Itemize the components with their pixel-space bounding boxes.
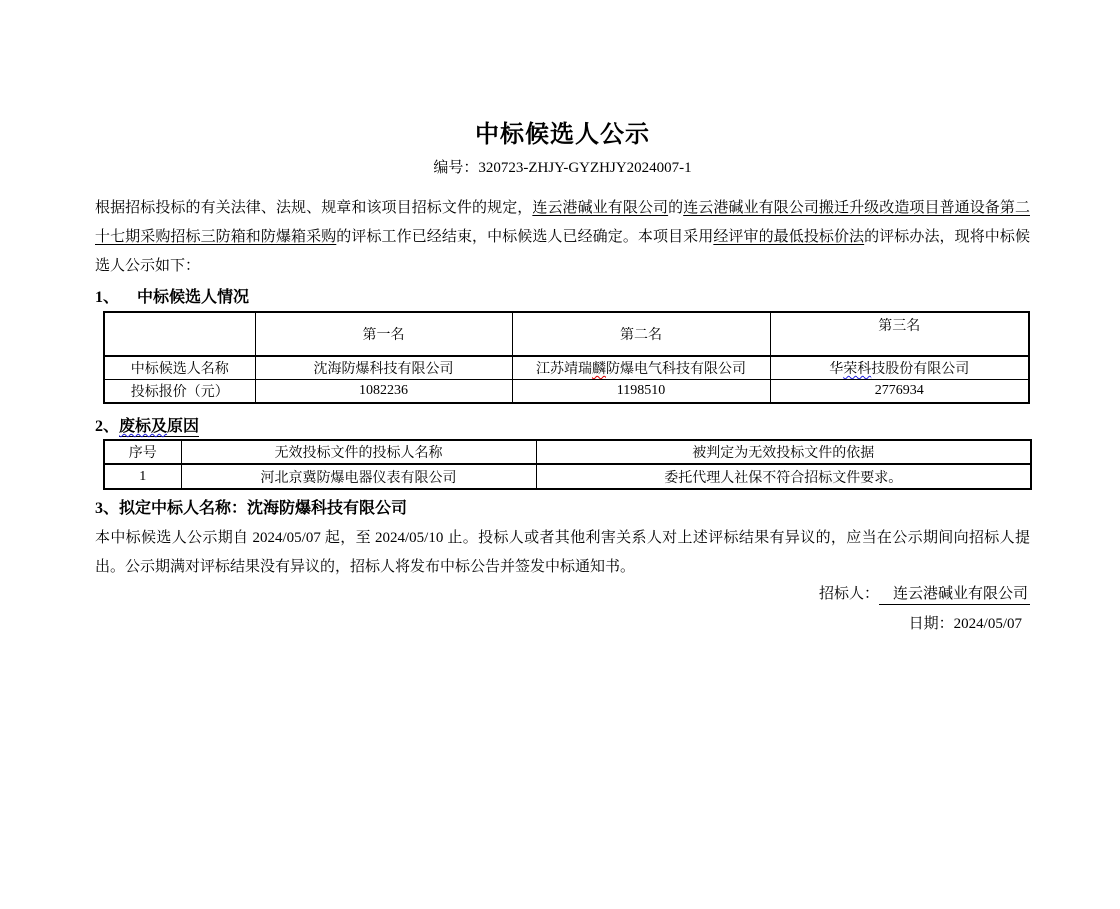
- rejection-basis-cell: 委托代理人社保不符合招标文件要求。: [536, 464, 1031, 489]
- section1-title: 中标候选人情况: [137, 289, 250, 306]
- candidate3-text: 技股份有限公司: [871, 362, 970, 377]
- intro-text: 的评标办法，现将中标候选人公示如下：: [95, 229, 1030, 274]
- doc-number-value: 320723-ZHJY-GYZHJY2024007-1: [478, 160, 692, 176]
- date-label: 日期：: [908, 616, 954, 632]
- candidate2-text: 防爆电气科技有限公司: [606, 362, 746, 377]
- doc-number-label: 编号：: [433, 160, 479, 176]
- seq-header-cell: 序号: [104, 440, 181, 464]
- date-line: [95, 614, 1030, 634]
- signature-block: [95, 584, 1030, 634]
- candidate2-spellcheck-red: 麟: [592, 362, 606, 377]
- intro-text: 的评标工作已经结束，中标候选人已经确定。本项目采用: [336, 229, 714, 245]
- rejection-basis-header-cell: 被判定为无效投标文件的依据: [536, 440, 1031, 464]
- tenderer-label: 招标人：: [818, 586, 879, 602]
- candidate-names-row: [104, 356, 1029, 380]
- candidate3-spellcheck-blue: 荣科: [843, 362, 872, 377]
- intro-paragraph: [95, 194, 1030, 281]
- section3-heading: [95, 500, 1030, 518]
- section1-number: 1、: [95, 289, 120, 306]
- rank2-header-cell: 第二名: [512, 312, 770, 356]
- section3-number: 3、: [95, 500, 120, 517]
- section1-heading: [95, 289, 1030, 307]
- doc-number-line: [95, 158, 1030, 178]
- page-title: 中标候选人公示: [475, 122, 650, 148]
- tenderer-name: 连云港碱业有限公司: [879, 586, 1030, 605]
- price1-cell: 1082236: [255, 380, 512, 404]
- rejected-table-header-row: [104, 440, 1031, 464]
- evaluation-method-underlined: 经评审的最低投标价法: [713, 229, 865, 245]
- price2-cell: 1198510: [512, 380, 770, 404]
- price3-cell: 2776934: [770, 380, 1029, 404]
- rejected-bid-row: [104, 464, 1031, 489]
- date-value: 2024/05/07: [953, 616, 1022, 632]
- bid-prices-row: [104, 380, 1029, 404]
- rank1-header-cell: 第一名: [255, 312, 512, 356]
- section2-number: 2、: [95, 418, 120, 435]
- section2-title-rest: 原因: [167, 418, 200, 435]
- closing-paragraph: 本中标候选人公示期自 2024/05/07 起，至 2024/05/10 止。投标人或者其他利害关系人对上述评标结果有异议的，应当在公示期间向招标人提出。公示期满对评标结果没有异议的，招标人将发布中标公告并签发中标通知书。: [95, 530, 1030, 575]
- candidates-table-header-row: [104, 312, 1029, 356]
- candidate3-cell: [770, 356, 1029, 380]
- section2-title-underlined: [119, 418, 199, 437]
- tenderer-name-underlined: 连云港碱业有限公司: [532, 200, 669, 216]
- project-name-underlined: 连云港碱业有限公司搬迁升级改造项目普通设备第二十七期采购招标三防箱和防爆箱采购: [95, 200, 1030, 245]
- rank3-header-cell: 第三名: [770, 312, 1029, 356]
- section2-heading: [95, 418, 1030, 436]
- section2-title-spellcheck-blue: 废标及: [119, 418, 168, 435]
- invalid-bidder-header-cell: 无效投标文件的投标人名称: [181, 440, 536, 464]
- candidate2-text: 江苏靖瑞: [536, 362, 592, 377]
- candidates-table: [103, 311, 1030, 404]
- row-label-cell: 投标报价（元）: [104, 380, 255, 404]
- row-label-cell: 中标候选人名称: [104, 356, 255, 380]
- invalid-bidder-cell: 河北京冀防爆电器仪表有限公司: [181, 464, 536, 489]
- candidate3-text: 华: [829, 362, 844, 377]
- intro-text: 的: [668, 200, 684, 216]
- intro-text: 根据招标投标的有关法律、法规、规章和该项目招标文件的规定，: [95, 200, 533, 216]
- section3-title: 拟定中标人名称：沈海防爆科技有限公司: [119, 500, 408, 517]
- empty-header-cell: [104, 312, 255, 356]
- rejected-bids-table: [103, 439, 1032, 490]
- seq-cell: 1: [104, 464, 181, 489]
- candidate1-cell: 沈海防爆科技有限公司: [255, 356, 512, 380]
- candidate2-cell: [512, 356, 770, 380]
- document-content: [95, 120, 1030, 634]
- tenderer-signature-line: [95, 584, 1030, 604]
